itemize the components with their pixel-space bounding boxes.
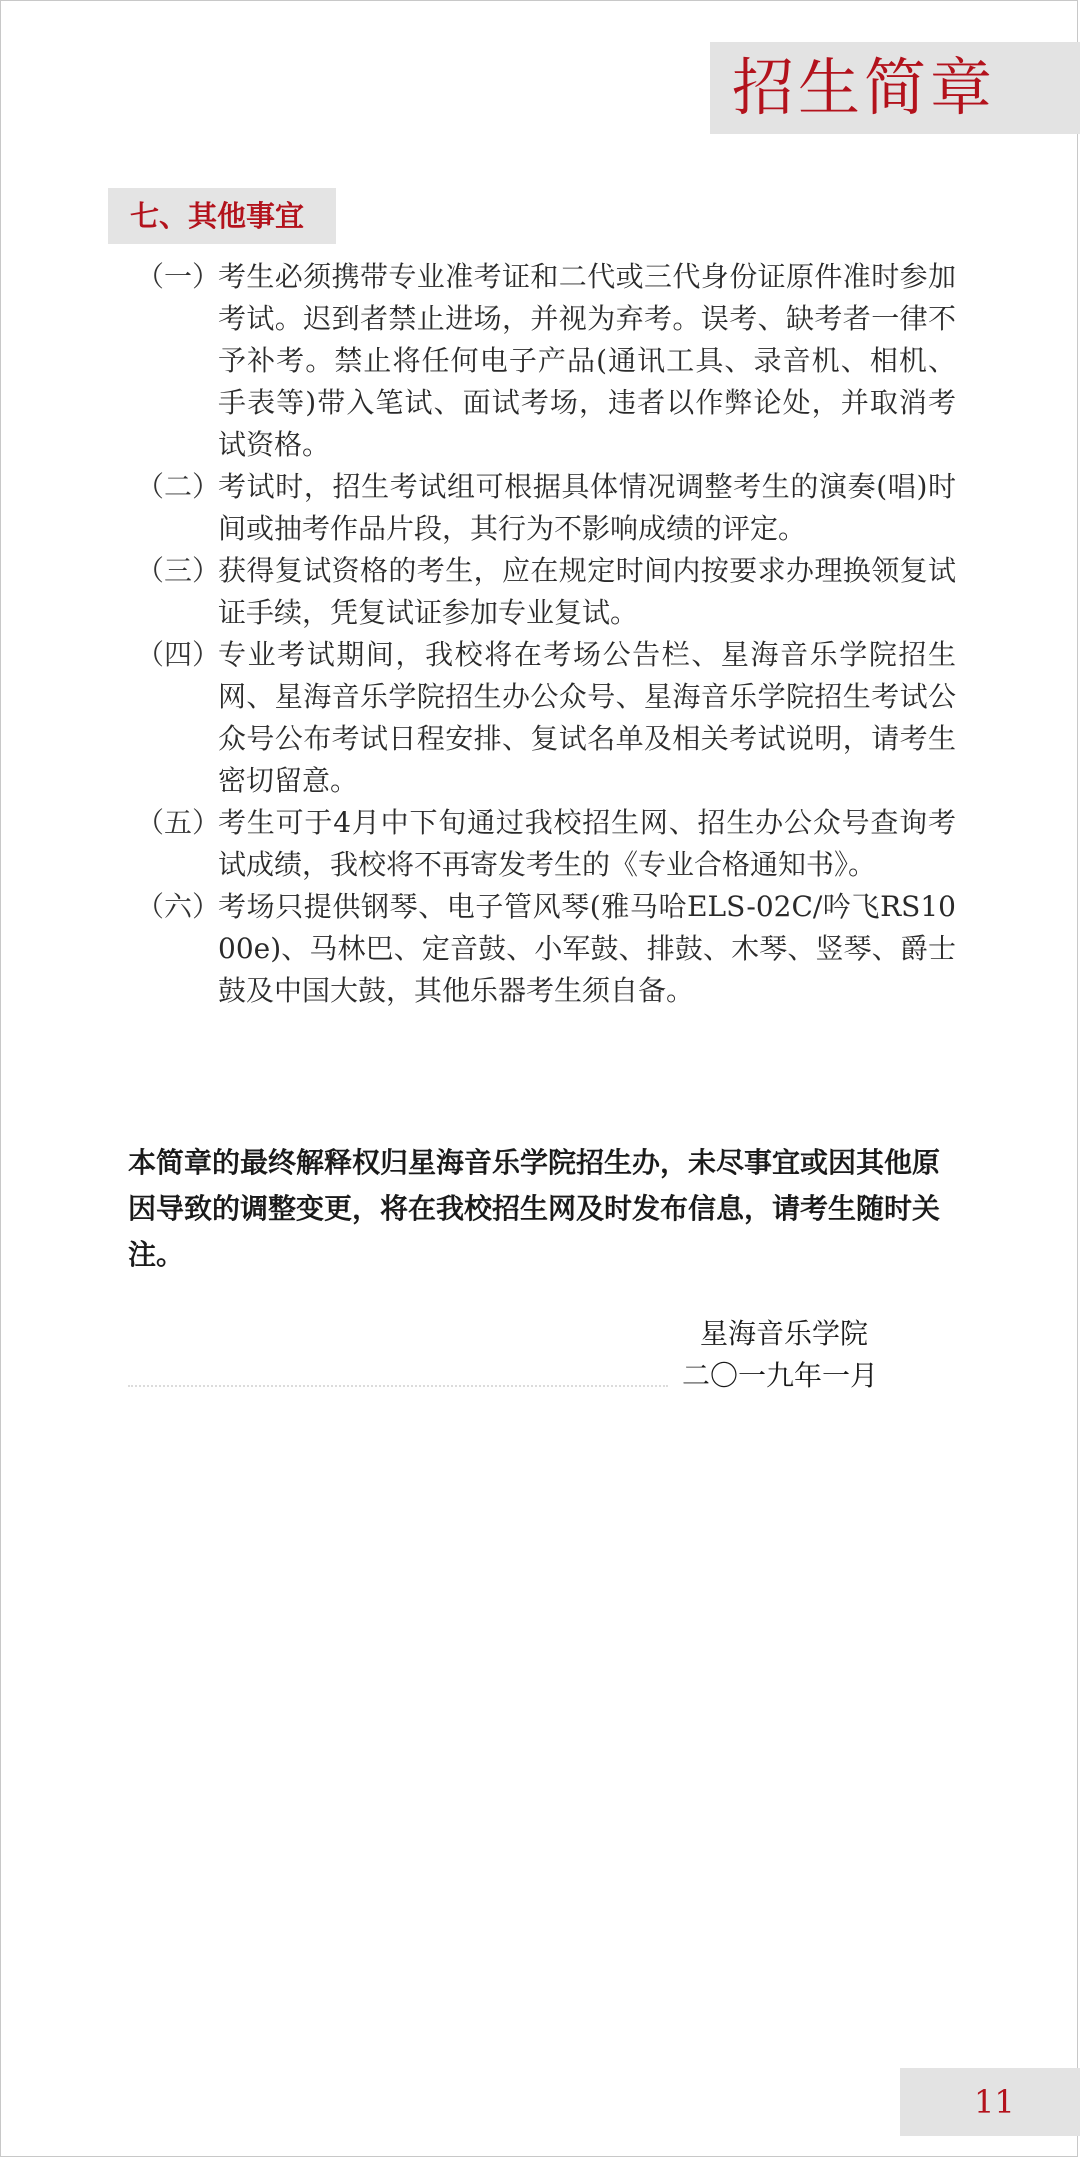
list-item: [136, 634, 956, 802]
header-banner: [710, 42, 1080, 134]
signature-block: [682, 1313, 942, 1397]
item-number: （一）: [136, 260, 221, 293]
item-number: （四）: [136, 638, 221, 671]
closing-statement: 本简章的最终解释权归星海音乐学院招生办，未尽事宜或因其他原因导致的调整变更，将在我校招生网及时发布信息，请考生随时关注。: [128, 1146, 941, 1271]
item-number: （三）: [136, 554, 221, 587]
item-text: 考生必须携带专业准考证和二代或三代身份证原件准时参加考试。迟到者禁止进场，并视为弃考。误考、缺考者一律不予补考。禁止将任何电子产品(通讯工具、录音机、相机、手表等)带入笔试、面试考场，违者以作弊论处，并取消考试资格。: [218, 260, 956, 461]
signature-date: 二〇一九年一月: [682, 1359, 879, 1392]
page-number-box: [900, 2068, 1080, 2136]
item-text: 考生可于4月中下旬通过我校招生网、招生办公众号查询考试成绩，我校将不再寄发考生的《专业合格通知书》。: [218, 806, 956, 881]
list-item: [136, 802, 956, 886]
item-list: [136, 256, 956, 1012]
section-heading-box: [108, 188, 336, 244]
list-item: [136, 256, 956, 466]
item-text: 考试时，招生考试组可根据具体情况调整考生的演奏(唱)时间或抽考作品片段，其行为不影响成绩的评定。: [218, 470, 956, 545]
dotted-divider: [128, 1385, 668, 1387]
item-number: （五）: [136, 806, 221, 839]
item-text: 专业考试期间，我校将在考场公告栏、星海音乐学院招生网、星海音乐学院招生办公众号、星海音乐学院招生考试公众号公布考试日程安排、复试名单及相关考试说明，请考生密切留意。: [218, 638, 956, 797]
list-item: [136, 466, 956, 550]
section-title: 七、其他事宜: [130, 199, 305, 233]
item-number: （二）: [136, 470, 221, 503]
list-item: [136, 550, 956, 634]
page-number: 11: [974, 2083, 1015, 2121]
signature-name: 星海音乐学院: [700, 1317, 869, 1350]
item-text: 考场只提供钢琴、电子管风琴(雅马哈ELS-02C/吟飞RS1000e)、马林巴、定音鼓、小军鼓、排鼓、木琴、竖琴、爵士鼓及中国大鼓，其他乐器考生须自备。: [218, 890, 956, 1007]
page-title: 招生简章: [732, 51, 997, 124]
item-number: （六）: [136, 890, 221, 923]
list-item: [136, 886, 956, 1012]
item-text: 获得复试资格的考生，应在规定时间内按要求办理换领复试证手续，凭复试证参加专业复试。: [218, 554, 956, 629]
